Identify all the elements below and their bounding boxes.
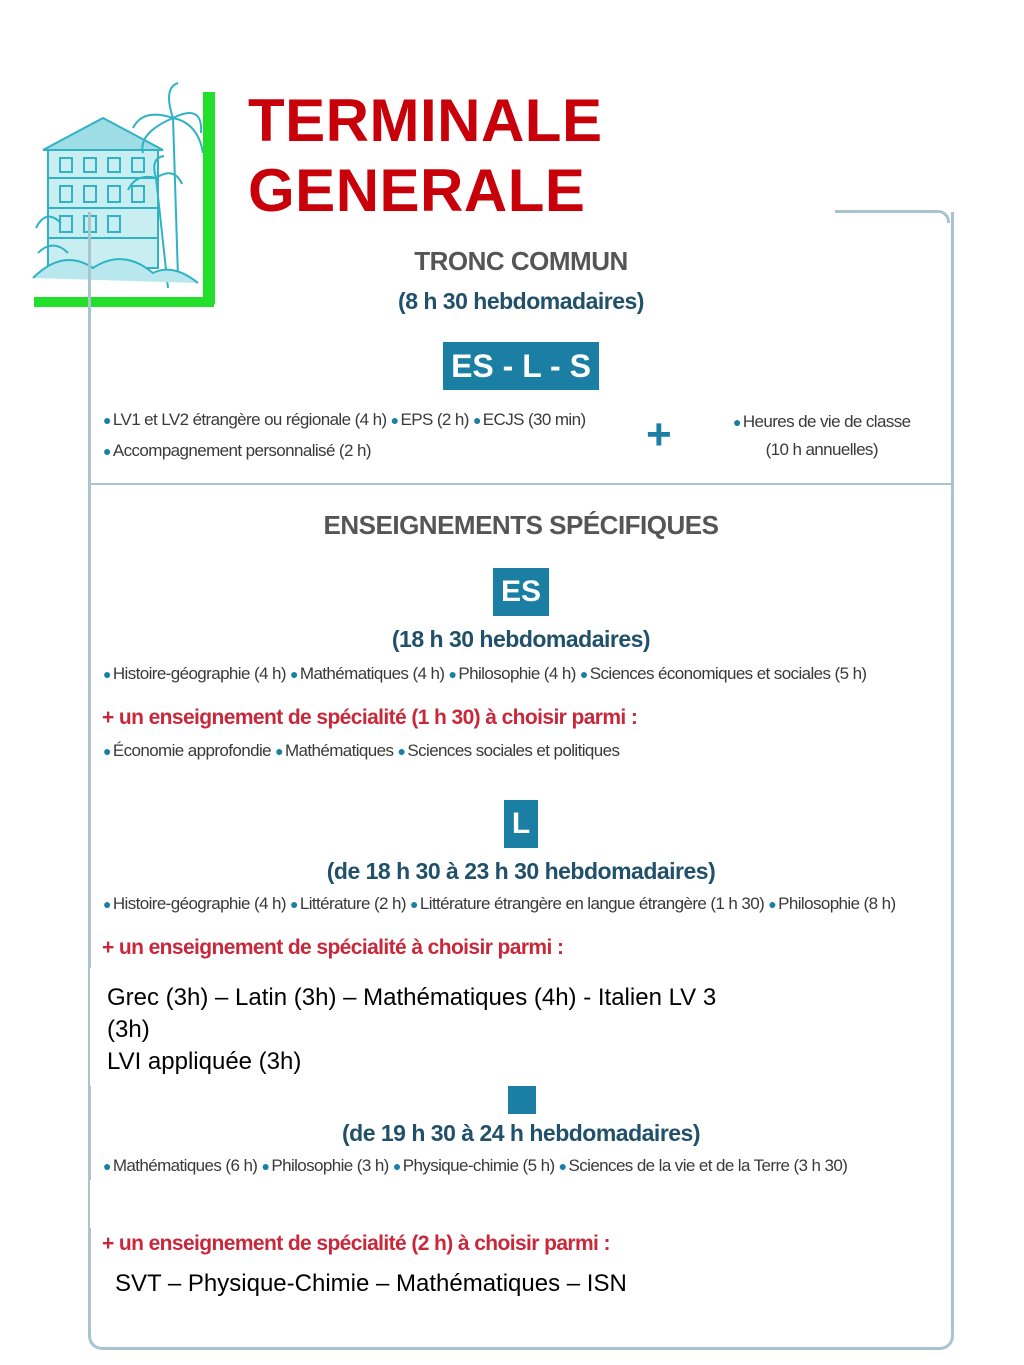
s-items (103, 1156, 847, 1176)
s-options-text: SVT – Physique-Chimie – Mathématiques – ISN (115, 1270, 627, 1297)
l-items (103, 894, 896, 914)
vie-line-1: Heures de vie de classe (742, 412, 911, 431)
bullet-icon: ● (103, 743, 111, 759)
s-item: Physique-chimie (5 h) (402, 1156, 555, 1175)
badge-es-l-s: ES - L - S (443, 342, 599, 390)
l-badge-wrap (88, 800, 954, 848)
es-item: Mathématiques (4 h) (299, 664, 445, 683)
l-item: Littérature (2 h) (299, 894, 406, 913)
es-spec-title: + un enseignement de spécialité (1 h 30) à choisir parmi : (102, 706, 638, 729)
es-spec-item: Mathématiques (284, 741, 394, 760)
l-item: Philosophie (8 h) (778, 894, 896, 913)
es-spec-item: Économie approfondie (112, 741, 271, 760)
tronc-commun-badge-wrap (88, 342, 954, 390)
s-item: Sciences de la vie et de la Terre (3 h 30) (568, 1156, 848, 1175)
es-hours: (18 h 30 hebdomadaires) (391, 626, 651, 652)
plus-icon: + (646, 410, 672, 459)
bullet-icon: ● (390, 412, 399, 428)
es-spec-item: Sciences sociales et politiques (407, 741, 620, 760)
title-line-1: TERMINALE (248, 87, 603, 154)
bullet-icon: ● (579, 666, 588, 682)
title-line-2: GENERALE (248, 157, 586, 224)
s-item: Mathématiques (6 h) (112, 1156, 258, 1175)
tronc-commun-hours: (8 h 30 hebdomadaires) (398, 288, 644, 314)
vie-de-classe (733, 408, 911, 464)
tronc-item-ecjs: ECJS (30 min) (482, 410, 586, 429)
tronc-line-1 (103, 410, 586, 430)
bullet-icon: ● (275, 743, 283, 759)
es-items (103, 664, 867, 684)
es-item: Histoire-géographie (4 h) (112, 664, 286, 683)
bullet-icon: ● (103, 896, 111, 912)
bullet-icon: ● (472, 412, 481, 428)
s-hours: (de 19 h 30 à 24 h hebdomadaires) (341, 1120, 701, 1146)
tronc-item-accompagnement: Accompagnement personnalisé (2 h) (112, 441, 371, 460)
bullet-icon: ● (290, 896, 298, 912)
es-spec-items (103, 741, 619, 761)
bullet-icon: ● (448, 666, 457, 682)
l-item: Histoire-géographie (4 h) (112, 894, 286, 913)
l-options-overlay (90, 968, 950, 1086)
es-item: Sciences économiques et sociales (5 h) (589, 664, 867, 683)
bullet-icon: ● (103, 1158, 111, 1174)
es-badge-wrap (88, 568, 954, 616)
bullet-icon: ● (103, 666, 111, 682)
vie-line-2: (10 h annuelles) (765, 440, 878, 459)
section-divider (88, 483, 954, 485)
l-options-line-2: (3h) (107, 1016, 150, 1043)
es-item: Philosophie (4 h) (458, 664, 576, 683)
l-options-text (107, 982, 716, 1078)
l-options-line-3: LVI appliquée (3h) (107, 1048, 302, 1075)
specifiques-heading: ENSEIGNEMENTS SPÉCIFIQUES (323, 510, 719, 540)
bullet-icon: ● (261, 1158, 270, 1174)
bullet-icon: ● (397, 743, 406, 759)
badge-es: ES (493, 568, 549, 616)
bullet-icon: ● (103, 412, 111, 428)
s-item: Philosophie (3 h) (271, 1156, 389, 1175)
bullet-icon: ● (558, 1158, 567, 1174)
s-spec-title: + un enseignement de spécialité (2 h) à choisir parmi : (102, 1232, 610, 1255)
l-options-line-1: Grec (3h) – Latin (3h) – Mathématiques (4h) - Italien LV 3 (107, 984, 717, 1011)
bullet-icon: ● (392, 1158, 401, 1174)
l-item: Littérature étrangère en langue étrangère (1 h 30) (419, 894, 765, 913)
bullet-icon: ● (768, 896, 777, 912)
bullet-icon: ● (410, 896, 418, 912)
l-hours: (de 18 h 30 à 23 h 30 hebdomadaires) (326, 858, 716, 884)
tronc-item-eps: EPS (2 h) (400, 410, 469, 429)
badge-s-partial (508, 1086, 536, 1114)
badge-l: L (504, 800, 538, 848)
l-spec-title: + un enseignement de spécialité à choisir parmi : (102, 936, 564, 959)
tronc-commun-heading: TRONC COMMUN (414, 246, 628, 276)
s-blank-overlay (90, 1180, 950, 1228)
bullet-icon: ● (733, 414, 741, 430)
bullet-icon: ● (103, 443, 111, 459)
tronc-line-2 (103, 441, 371, 461)
bullet-icon: ● (290, 666, 298, 682)
tronc-item-lv: LV1 et LV2 étrangère ou régionale (4 h) (112, 410, 387, 429)
frame-corner (835, 210, 950, 223)
page-title (248, 86, 602, 226)
